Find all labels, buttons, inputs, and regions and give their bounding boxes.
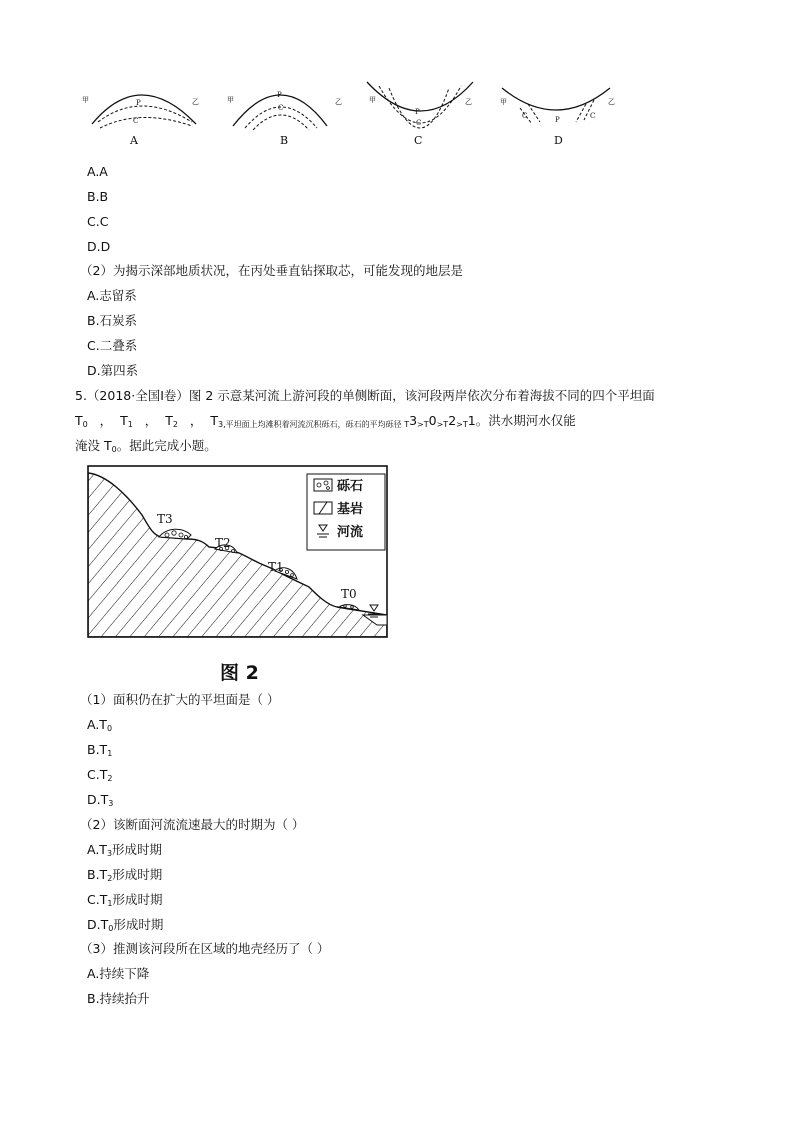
question-text: （3）推测该河段所在区域的地壳经历了（ ）: [80, 941, 330, 956]
option-d[interactable]: $D.T_3$: [87, 792, 114, 808]
label-yi: 乙: [608, 98, 615, 106]
label-p: P: [415, 108, 420, 116]
label-c: C: [278, 104, 284, 112]
label-c: C: [133, 117, 139, 125]
legend-gravel-icon: [314, 479, 332, 491]
option-b[interactable]: B.B: [87, 189, 109, 204]
label-jia: 甲: [227, 96, 234, 104]
option-d[interactable]: D.第四系: [87, 363, 139, 378]
question-5-stem-line2: $T_0$ ， $T_1$ ， $T_2$ ， $T_{3,平坦面上均滩积着河流沉积砾石,砾石的平均砾径 T}3_{>T}0_{>T}2_{>T}1$。洪水期河水仅能: [75, 413, 576, 429]
fold-diagram-a: [80, 78, 210, 148]
river-terrace-figure: [87, 465, 389, 639]
question-text: （2）为揭示深部地质状况，在丙处垂直钻探取芯，可能发现的地层是: [80, 263, 463, 278]
option-c[interactable]: C.C: [87, 214, 109, 229]
label-c: C: [522, 112, 528, 120]
fold-diagram-c: [365, 78, 480, 148]
option-a[interactable]: A.A: [87, 164, 108, 179]
label-c: C: [416, 119, 422, 127]
legend-bedrock-icon: [314, 502, 332, 514]
label-p: P: [555, 116, 560, 124]
label-t3: T3: [157, 512, 173, 526]
label-t2: T2: [215, 536, 231, 550]
option-c[interactable]: $C.T_2$: [87, 767, 113, 783]
label-p: P: [277, 91, 282, 99]
label-t1: T1: [268, 560, 284, 574]
legend-gravel-label: 砾石: [337, 479, 364, 494]
question-text: （1）面积仍在扩大的平坦面是（ ）: [80, 692, 280, 707]
label-jia: 甲: [82, 96, 89, 104]
option-b[interactable]: B.石炭系: [87, 313, 138, 328]
label-c-right: C: [590, 112, 596, 120]
option-a[interactable]: A.志留系: [87, 288, 137, 303]
legend-river-label: 河流: [337, 525, 364, 540]
option-a[interactable]: A.持续下降: [87, 966, 150, 981]
label-yi: 乙: [335, 98, 342, 106]
option-d[interactable]: D.D: [87, 239, 111, 254]
option-b[interactable]: $B.T_2$形成时期: [87, 867, 163, 883]
figure-caption: 图 2: [220, 662, 259, 684]
label-yi: 乙: [192, 98, 199, 106]
diagram-letter: A: [130, 134, 138, 147]
option-d[interactable]: $D.T_0$形成时期: [87, 917, 164, 933]
question-text: （2）该断面河流流速最大的时期为（ ）: [80, 817, 305, 832]
legend-bedrock-label: 基岩: [337, 502, 364, 517]
label-jia: 甲: [500, 98, 507, 106]
label-t0: T0: [341, 587, 357, 601]
diagram-letter: D: [554, 134, 563, 147]
question-5-stem-line1: 5.（2018·全国Ⅰ卷）图 2 示意某河流上游河段的单侧断面，该河段两岸依次分布着海拔不同的四个平坦面: [75, 388, 655, 403]
diagram-letter: C: [414, 134, 423, 147]
diagram-letter: B: [280, 134, 289, 147]
option-c[interactable]: $C.T_1$形成时期: [87, 892, 163, 908]
figure-legend: [307, 474, 385, 550]
label-p: P: [136, 99, 141, 107]
label-yi: 乙: [465, 98, 472, 106]
fold-diagram-d: [498, 78, 623, 148]
option-b[interactable]: $B.T_1$: [87, 742, 113, 758]
question-5-stem-line3: 淹没 $T_0$。据此完成小题。: [75, 438, 217, 454]
option-c[interactable]: C.二叠系: [87, 338, 138, 353]
option-b[interactable]: B.持续抬升: [87, 991, 150, 1006]
option-a[interactable]: $A.T_0$: [87, 717, 113, 733]
label-jia: 甲: [369, 96, 376, 104]
option-a[interactable]: $A.T_3$形成时期: [87, 842, 163, 858]
fold-diagram-b: [225, 78, 355, 148]
